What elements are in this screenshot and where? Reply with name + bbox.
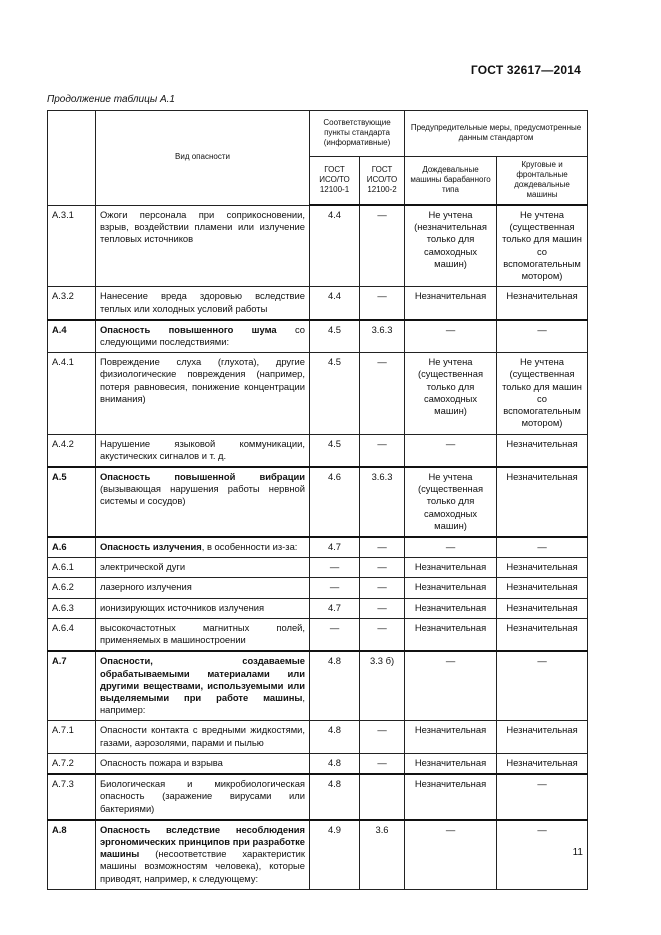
table-header xyxy=(48,111,588,206)
iso-12100-2-ref-text: — xyxy=(377,601,387,613)
row-id-text: А.6.3 xyxy=(52,601,74,613)
iso-12100-1-ref xyxy=(310,467,360,537)
drum-machine-measure xyxy=(405,578,497,598)
circular-machine-measure-text: — xyxy=(537,655,547,667)
table-row xyxy=(48,598,588,618)
table-row xyxy=(48,287,588,320)
iso-12100-1-ref-text: 4.6 xyxy=(327,470,342,482)
table-continuation-caption: Продолжение таблицы А.1 xyxy=(47,94,175,105)
drum-machine-measure xyxy=(405,820,497,890)
iso-12100-2-ref-text: — xyxy=(377,581,387,593)
circular-machine-measure-text: — xyxy=(537,823,547,835)
drum-machine-measure xyxy=(405,467,497,537)
page-number: 11 xyxy=(572,847,583,858)
circular-machine-measure xyxy=(497,753,588,774)
row-id-text: А.6 xyxy=(52,541,67,553)
drum-machine-measure-text: Не учтена (незначительная только для самоходных машин) xyxy=(414,209,487,269)
document-code: ГОСТ 32617—2014 xyxy=(470,63,581,77)
circular-machine-measure-text: Незначительная xyxy=(506,724,578,736)
table-row xyxy=(48,618,588,651)
table-row xyxy=(48,434,588,467)
drum-machine-measure-text: Незначительная xyxy=(414,290,487,302)
circular-machine-measure xyxy=(497,558,588,578)
iso-12100-1-ref xyxy=(310,753,360,774)
circular-machine-measure-text: Не учтена (существенная только для машин со вспомогательным мотором) xyxy=(502,356,582,429)
header-drum-machines: Дождевальные машины барабанного типа xyxy=(405,157,497,206)
drum-machine-measure xyxy=(405,353,497,434)
header-iso-12100-1: ГОСТ ИСО/ТО 12100-1 xyxy=(310,157,360,206)
circular-machine-measure-text: Незначительная xyxy=(506,601,578,613)
drum-machine-measure-text: — xyxy=(445,323,456,335)
row-id-text: А.3.2 xyxy=(52,290,74,302)
hazard-text: электрической дуги xyxy=(100,561,186,573)
iso-12100-2-ref-text: 3.3 б) xyxy=(369,655,395,667)
row-id-text: А.4.1 xyxy=(52,356,74,368)
table-row xyxy=(48,774,588,820)
hazard-description xyxy=(96,578,310,598)
hazard-text: Ожоги персонала при соприкосновении, взрыв, воздействии пламени или излучение тепловых источников xyxy=(100,208,305,244)
hazard-description xyxy=(96,558,310,578)
hazard-table xyxy=(47,110,588,890)
row-id-text: А.4.2 xyxy=(52,437,74,449)
row-id xyxy=(48,205,96,287)
table-row xyxy=(48,353,588,434)
hazard-description xyxy=(96,537,310,558)
iso-12100-2-ref-text: — xyxy=(377,756,387,768)
hazard-description xyxy=(96,434,310,467)
table-row xyxy=(48,537,588,558)
iso-12100-1-ref xyxy=(310,287,360,320)
drum-machine-measure-text: Незначительная xyxy=(414,621,487,633)
iso-12100-1-ref xyxy=(310,353,360,434)
drum-machine-measure xyxy=(405,598,497,618)
circular-machine-measure xyxy=(497,774,588,820)
hazard-description xyxy=(96,598,310,618)
circular-machine-measure xyxy=(497,618,588,651)
drum-machine-measure-text: Незначительная xyxy=(414,581,487,593)
drum-machine-measure xyxy=(405,721,497,753)
circular-machine-measure xyxy=(497,578,588,598)
drum-machine-measure-text: Незначительная xyxy=(414,601,487,613)
iso-12100-2-ref-text: — xyxy=(377,437,387,449)
row-id-text: А.7.2 xyxy=(52,756,74,768)
circular-machine-measure xyxy=(497,434,588,467)
iso-12100-1-ref-text: 4.7 xyxy=(327,541,342,553)
drum-machine-measure-text: Не учтена (существенная только для самоходных машин) xyxy=(417,356,484,417)
hazard-text: , в особенности из-за: xyxy=(201,541,298,553)
drum-machine-measure-text: — xyxy=(445,541,456,553)
circular-machine-measure-text: Незначительная xyxy=(506,561,578,573)
header-compliance-group: Соответствующие пункты стандарта (информативные) xyxy=(310,111,405,157)
iso-12100-1-ref-text: 4.7 xyxy=(327,601,342,613)
hazard-description xyxy=(96,820,310,890)
hazard-text: (несоответствие характеристик машины возможностям человека), которые приводят, например, к следующему: xyxy=(100,848,305,884)
table-row xyxy=(48,467,588,537)
circular-machine-measure xyxy=(497,651,588,721)
drum-machine-measure xyxy=(405,434,497,467)
iso-12100-1-ref xyxy=(310,820,360,890)
row-id-text: А.7.1 xyxy=(52,724,74,736)
iso-12100-2-ref xyxy=(360,205,405,287)
drum-machine-measure xyxy=(405,558,497,578)
drum-machine-measure-text: Незначительная xyxy=(414,778,487,790)
hazard-title: Опасности, создаваемые обрабатываемыми материалами или другими веществами, используемыми или выделяемыми при работе машины xyxy=(100,655,305,703)
iso-12100-1-ref-text: 4.8 xyxy=(327,756,342,768)
drum-machine-measure xyxy=(405,618,497,651)
circular-machine-measure-text: Незначительная xyxy=(506,756,578,768)
iso-12100-2-ref-text: — xyxy=(377,621,387,633)
iso-12100-1-ref xyxy=(310,721,360,753)
row-id xyxy=(48,820,96,890)
iso-12100-2-ref-text: 3.6 xyxy=(375,823,389,835)
hazard-description xyxy=(96,721,310,753)
iso-12100-1-ref-text: 4.9 xyxy=(327,823,342,835)
iso-12100-2-ref-text: — xyxy=(377,290,387,302)
iso-12100-1-ref-text: 4.5 xyxy=(327,323,342,335)
row-id xyxy=(48,774,96,820)
hazard-title: Опасность повышенной вибрации xyxy=(100,470,305,482)
iso-12100-2-ref xyxy=(360,353,405,434)
row-id-text: А.3.1 xyxy=(52,208,74,220)
hazard-text: Опасности контакта с вредными жидкостями, газами, аэрозолями, парами и пылью xyxy=(100,724,305,748)
row-id xyxy=(48,434,96,467)
circular-machine-measure-text: Незначительная xyxy=(506,470,578,482)
drum-machine-measure-text: Незначительная xyxy=(414,724,487,736)
table-row xyxy=(48,578,588,598)
iso-12100-2-ref xyxy=(360,598,405,618)
circular-machine-measure xyxy=(497,320,588,353)
hazard-description xyxy=(96,651,310,721)
drum-machine-measure xyxy=(405,205,497,287)
hazard-title: Опасность вследствие несоблюдения эргономических принципов при разработке машины xyxy=(100,823,305,860)
iso-12100-1-ref xyxy=(310,320,360,353)
circular-machine-measure xyxy=(497,205,588,287)
iso-12100-1-ref xyxy=(310,537,360,558)
iso-12100-1-ref-text: — xyxy=(329,581,340,593)
iso-12100-2-ref-text: 3.6.3 xyxy=(371,470,393,482)
row-id-text: А.7 xyxy=(52,655,67,667)
iso-12100-2-ref xyxy=(360,320,405,353)
hazard-text: , например: xyxy=(100,692,305,716)
drum-machine-measure xyxy=(405,753,497,774)
hazard-text: (вызывающая нарушения работы нервной системы и сосудов) xyxy=(100,483,305,507)
iso-12100-1-ref xyxy=(310,558,360,578)
circular-machine-measure xyxy=(497,721,588,753)
drum-machine-measure-text: — xyxy=(445,437,456,449)
table-row xyxy=(48,753,588,774)
hazard-text: Биологическая и микробиологическая опасность (заражение вирусами или бактериями) xyxy=(100,778,305,814)
row-id-text: А.4 xyxy=(52,323,67,335)
circular-machine-measure-text: Не учтена (существенная только для машин со вспомогательным мотором) xyxy=(502,209,582,282)
iso-12100-1-ref xyxy=(310,598,360,618)
hazard-text: со следующими последствиями: xyxy=(100,323,305,347)
iso-12100-2-ref xyxy=(360,753,405,774)
table-row xyxy=(48,320,588,353)
hazard-description xyxy=(96,287,310,320)
iso-12100-2-ref xyxy=(360,434,405,467)
row-id xyxy=(48,721,96,753)
circular-machine-measure xyxy=(497,537,588,558)
iso-12100-1-ref-text: 4.8 xyxy=(327,724,342,736)
circular-machine-measure-text: Незначительная xyxy=(506,290,578,302)
iso-12100-2-ref xyxy=(360,721,405,753)
row-id-text: А.8 xyxy=(52,823,67,835)
drum-machine-measure xyxy=(405,774,497,820)
hazard-title: Опасность излучения xyxy=(100,541,202,553)
iso-12100-2-ref-text: 3.6.3 xyxy=(371,323,393,335)
drum-machine-measure-text: — xyxy=(445,655,456,667)
iso-12100-1-ref-text: 4.8 xyxy=(327,778,342,790)
hazard-description xyxy=(96,774,310,820)
hazard-text: Опасность пожара и взрыва xyxy=(100,756,223,768)
header-id-cell xyxy=(48,111,96,206)
drum-machine-measure-text: Не учтена (существенная только для самоходных машин) xyxy=(417,470,484,531)
table-row xyxy=(48,820,588,890)
iso-12100-2-ref-text: — xyxy=(377,356,387,368)
circular-machine-measure-text: — xyxy=(537,323,547,335)
hazard-text: ионизирующих источников излучения xyxy=(100,601,265,613)
iso-12100-1-ref-text: 4.4 xyxy=(327,290,342,302)
iso-12100-1-ref-text: 4.5 xyxy=(327,356,342,368)
table-body xyxy=(48,205,588,889)
row-id xyxy=(48,467,96,537)
iso-12100-2-ref xyxy=(360,578,405,598)
drum-machine-measure-text: Незначительная xyxy=(414,756,487,768)
hazard-description xyxy=(96,467,310,537)
row-id xyxy=(48,618,96,651)
drum-machine-measure xyxy=(405,320,497,353)
table-row xyxy=(48,558,588,578)
hazard-text: Нанесение вреда здоровью вследствие теплых или холодных условий работы xyxy=(100,290,305,314)
drum-machine-measure xyxy=(405,287,497,320)
iso-12100-1-ref xyxy=(310,618,360,651)
table-row xyxy=(48,205,588,287)
drum-machine-measure xyxy=(405,537,497,558)
iso-12100-1-ref-text: 4.4 xyxy=(327,209,342,220)
hazard-description xyxy=(96,205,310,287)
row-id xyxy=(48,578,96,598)
row-id xyxy=(48,320,96,353)
iso-12100-2-ref xyxy=(360,820,405,890)
table-row xyxy=(48,651,588,721)
iso-12100-2-ref-text: — xyxy=(377,724,387,736)
iso-12100-1-ref xyxy=(310,774,360,820)
hazard-title: Опасность повышенного шума xyxy=(100,323,277,335)
iso-12100-2-ref-text: — xyxy=(377,209,387,220)
row-id xyxy=(48,651,96,721)
iso-12100-2-ref xyxy=(360,651,405,721)
circular-machine-measure-text: Незначительная xyxy=(506,621,578,633)
row-id-text: А.6.2 xyxy=(52,581,74,593)
circular-machine-measure xyxy=(497,467,588,537)
hazard-description xyxy=(96,320,310,353)
drum-machine-measure-text: Незначительная xyxy=(414,561,487,573)
iso-12100-1-ref-text: — xyxy=(329,561,340,573)
hazard-description xyxy=(96,753,310,774)
header-measures-group: Предупредительные меры, предусмотренные данным стандартом xyxy=(405,111,588,157)
circular-machine-measure-text: — xyxy=(537,778,547,790)
circular-machine-measure xyxy=(497,598,588,618)
iso-12100-2-ref xyxy=(360,537,405,558)
iso-12100-1-ref xyxy=(310,651,360,721)
row-id xyxy=(48,558,96,578)
iso-12100-2-ref xyxy=(360,774,405,820)
row-id xyxy=(48,753,96,774)
row-id xyxy=(48,537,96,558)
hazard-description xyxy=(96,353,310,434)
hazard-text: высокочастотных магнитных полей, применяемых в машиностроении xyxy=(100,621,305,646)
drum-machine-measure-text: — xyxy=(445,823,456,835)
iso-12100-2-ref xyxy=(360,287,405,320)
header-circular-machines: Круговые и фронтальные дождевальные машины xyxy=(497,157,588,206)
iso-12100-1-ref-text: 4.5 xyxy=(327,437,342,449)
iso-12100-1-ref-text: 4.8 xyxy=(327,655,342,667)
circular-machine-measure xyxy=(497,353,588,434)
iso-12100-2-ref-text: — xyxy=(377,561,387,573)
circular-machine-measure-text: — xyxy=(537,541,547,553)
iso-12100-1-ref xyxy=(310,578,360,598)
hazard-description xyxy=(96,618,310,651)
hazard-text: Повреждение слуха (глухота), другие физиологические повреждения (например, потеря равновесия, понижение концентрации внимания) xyxy=(100,356,305,404)
iso-12100-1-ref-text: — xyxy=(329,621,340,633)
row-id xyxy=(48,287,96,320)
iso-12100-2-ref xyxy=(360,618,405,651)
row-id-text: А.7.3 xyxy=(52,778,74,790)
iso-12100-1-ref xyxy=(310,205,360,287)
iso-12100-2-ref-text: — xyxy=(377,541,387,553)
hazard-text: Нарушение языковой коммуникации, акустических сигналов и т. д. xyxy=(100,437,305,461)
row-id xyxy=(48,353,96,434)
drum-machine-measure xyxy=(405,651,497,721)
row-id-text: А.6.4 xyxy=(52,621,74,633)
table-row xyxy=(48,721,588,753)
iso-12100-2-ref xyxy=(360,467,405,537)
hazard-text: лазерного излучения xyxy=(100,581,192,593)
header-hazard-type: Вид опасности xyxy=(96,111,310,206)
circular-machine-measure-text: Незначительная xyxy=(506,581,578,593)
circular-machine-measure-text: Незначительная xyxy=(506,437,578,449)
iso-12100-1-ref xyxy=(310,434,360,467)
row-id-text: А.5 xyxy=(52,470,67,482)
row-id-text: А.6.1 xyxy=(52,561,74,573)
circular-machine-measure xyxy=(497,287,588,320)
iso-12100-2-ref xyxy=(360,558,405,578)
header-iso-12100-2: ГОСТ ИСО/ТО 12100-2 xyxy=(360,157,405,206)
row-id xyxy=(48,598,96,618)
